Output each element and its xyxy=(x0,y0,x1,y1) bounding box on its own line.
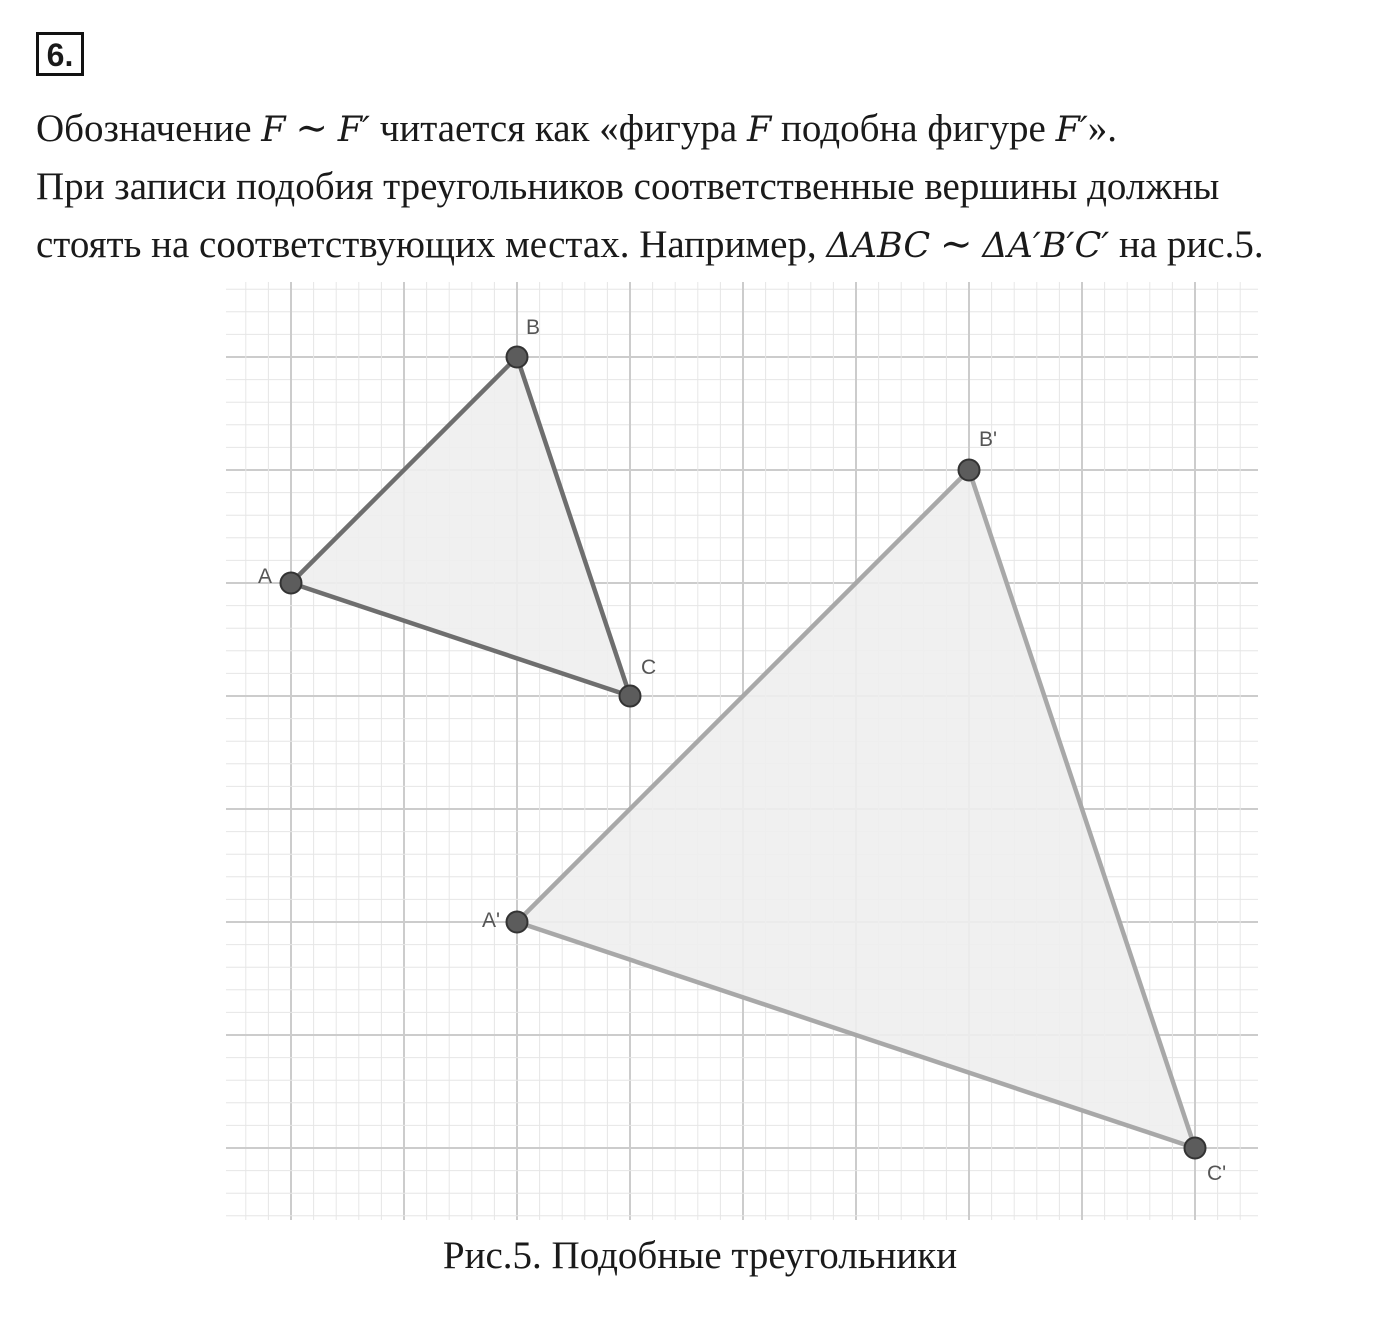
triangle-small-label-c: C xyxy=(641,656,657,679)
text: Обозначение xyxy=(36,107,262,150)
text: подобна фигуре xyxy=(771,107,1056,150)
text: читается как «фигура xyxy=(369,107,747,150)
triangle-small-label-b: B xyxy=(526,316,541,339)
task-number: 6. xyxy=(36,32,84,76)
math-F-prime: F′ xyxy=(337,110,370,150)
triangle-large-label-c: C' xyxy=(1207,1162,1227,1185)
triangle-small-fill xyxy=(291,357,630,696)
triangle-large-label-b: B' xyxy=(979,428,998,451)
triangle-large-point-a xyxy=(507,912,528,933)
text: на рис.5. xyxy=(1109,223,1264,266)
text: ». xyxy=(1087,107,1118,150)
triangle-large-point-c xyxy=(1185,1138,1206,1159)
text: стоять на соответствующих местах. Например, xyxy=(36,223,827,266)
triangle-large-point-b xyxy=(959,460,980,481)
similarity-sign: ∼ xyxy=(285,107,338,150)
triangle-small-label-a: A xyxy=(258,565,273,588)
triangle-abc xyxy=(258,316,656,707)
triangle-a-prime-b-prime-c-prime xyxy=(482,428,1226,1185)
triangle-small-point-c xyxy=(620,686,641,707)
triangle-small-point-b xyxy=(507,347,528,368)
math-triangle-abc: ΔABC xyxy=(826,226,931,266)
paragraph-rule: При записи подобия треугольников соответственные вершины должны xyxy=(36,165,1220,208)
math-F-prime: F′ xyxy=(1055,110,1088,150)
figure-caption: Рис.5. Подобные треугольники xyxy=(442,1234,958,1277)
triangle-small-point-a xyxy=(281,573,302,594)
math-triangle-abc-prime: ΔA′B′C′ xyxy=(982,226,1110,266)
math-F: F xyxy=(261,110,286,150)
math-F: F xyxy=(746,110,772,150)
similarity-sign: ∼ xyxy=(930,223,983,266)
triangle-large-label-a: A' xyxy=(482,909,501,932)
